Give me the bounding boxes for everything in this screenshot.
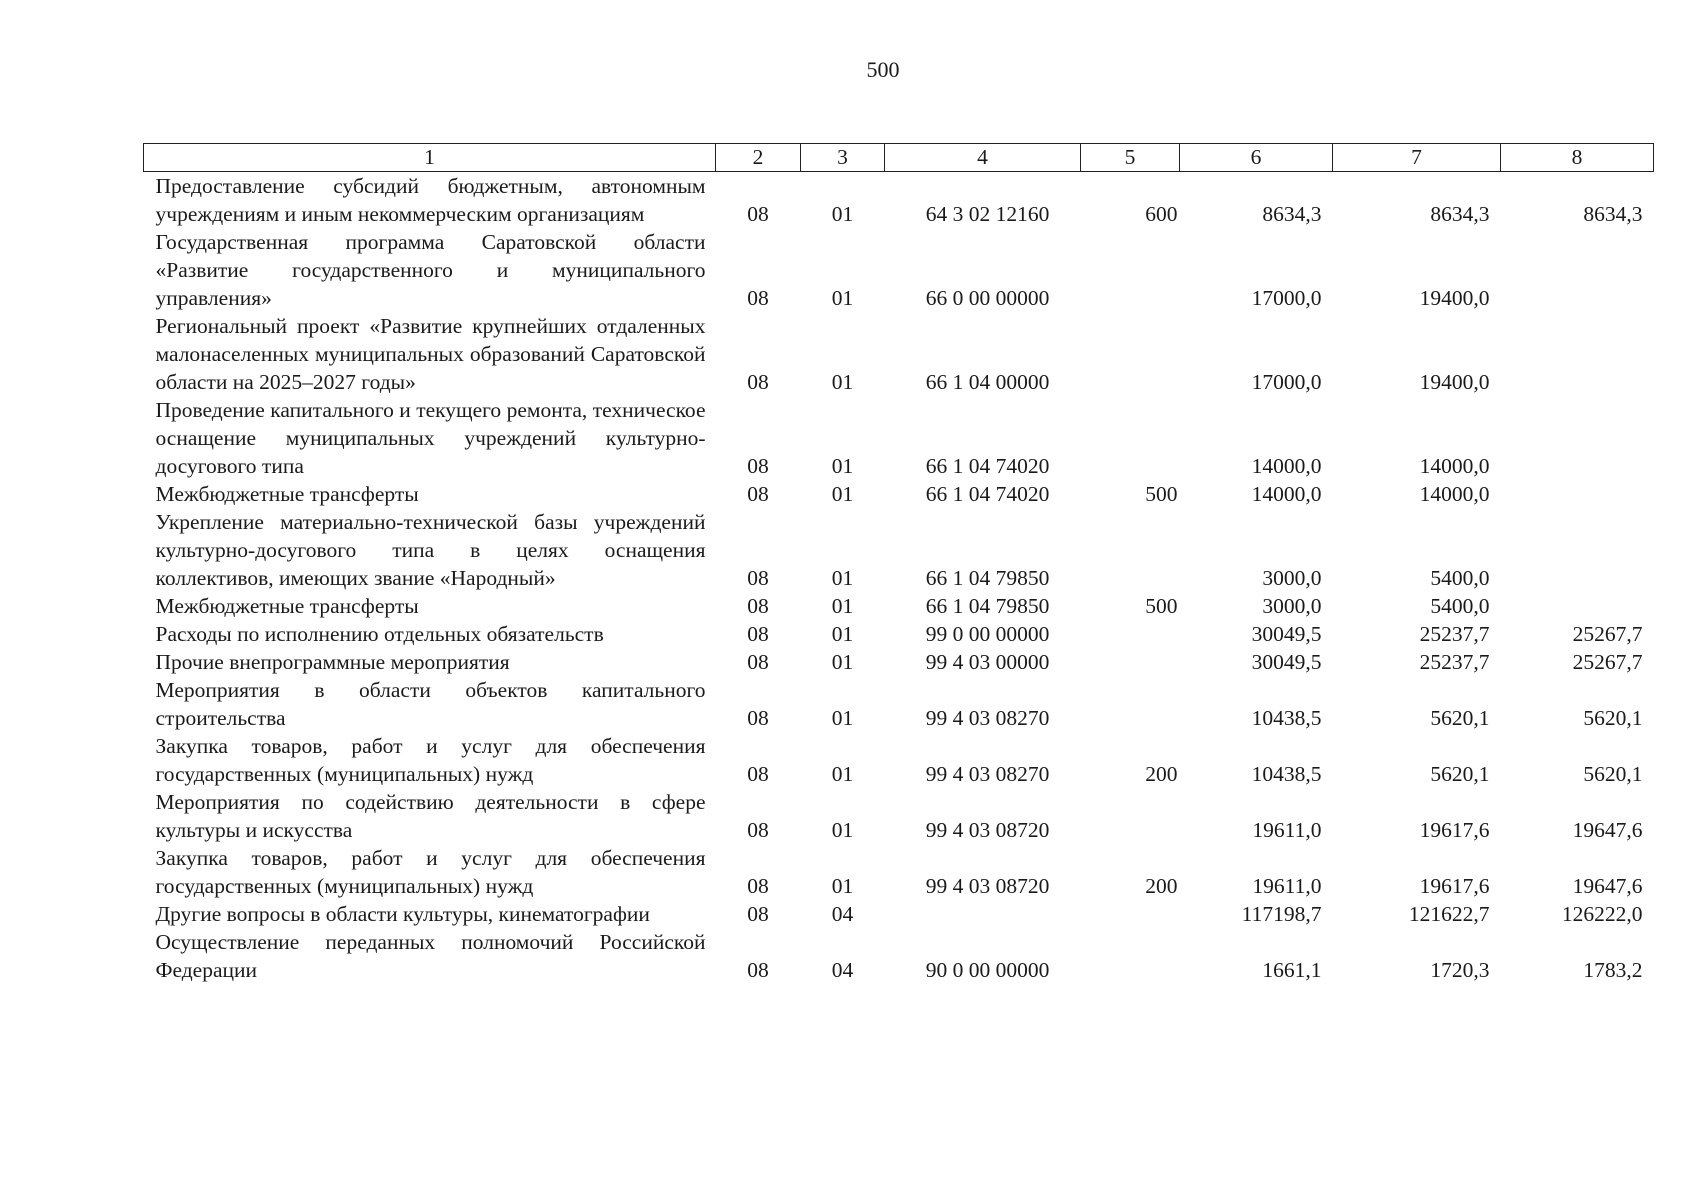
row-amount-col-6: 3000,0 [1262,594,1322,618]
row-amount-col-6: 1661,1 [1262,958,1322,982]
table-row [144,648,1654,676]
row-section: 08 [747,286,769,310]
row-amount-col-6: 14000,0 [1251,454,1322,478]
row-subsection: 01 [831,650,854,674]
row-target-article [885,900,1081,928]
row-name: Мероприятия в области объектов капитального строительства [155,678,706,730]
row-target-article: 66 1 04 79850 [925,594,1050,618]
row-name: Прочие внепрограммные мероприятия [155,650,510,674]
row-amount-col-7: 121622,7 [1408,902,1490,926]
row-subsection: 01 [831,874,854,898]
row-section: 08 [747,818,769,842]
row-section: 08 [747,566,769,590]
row-expense-type [1081,788,1180,844]
row-expense-type [1081,228,1180,312]
row-expense-type [1081,928,1180,984]
table-row [144,788,1654,844]
header-col-1: 1 [144,144,716,172]
row-amount-col-6: 19611,0 [1252,874,1322,898]
table-row [144,732,1654,788]
row-amount-col-7: 5620,1 [1430,762,1490,786]
row-section: 08 [747,622,769,646]
row-section: 08 [747,762,769,786]
row-amount-col-8: 25267,7 [1572,622,1643,646]
row-amount-col-8: 1783,2 [1583,958,1643,982]
table-row [144,396,1654,480]
row-subsection: 01 [831,202,854,226]
row-target-article: 66 1 04 74020 [925,454,1050,478]
row-target-article: 66 1 04 79850 [925,566,1050,590]
row-name: Закупка товаров, работ и услуг для обеспечения государственных (муниципальных) нужд [155,846,706,898]
row-section: 08 [747,482,769,506]
row-amount-col-6: 14000,0 [1251,482,1322,506]
row-amount-col-6: 3000,0 [1262,566,1322,590]
row-subsection: 04 [831,958,854,982]
row-amount-col-6: 17000,0 [1251,286,1322,310]
table-row [144,900,1654,928]
header-col-2: 2 [716,144,801,172]
budget-table [143,143,1654,984]
row-amount-col-6: 117198,7 [1241,902,1322,926]
table-row [144,228,1654,312]
row-target-article: 66 0 00 00000 [925,286,1050,310]
header-col-8: 8 [1501,144,1654,172]
row-amount-col-7: 14000,0 [1419,454,1490,478]
header-col-5: 5 [1081,144,1180,172]
row-subsection: 01 [831,566,854,590]
row-amount-col-8: 25267,7 [1572,650,1643,674]
row-name: Закупка товаров, работ и услуг для обеспечения государственных (муниципальных) нужд [155,734,706,786]
row-section: 08 [747,650,769,674]
table-header [144,144,1654,172]
row-expense-type [1081,620,1180,648]
table-body [144,172,1654,985]
row-amount-col-6: 8634,3 [1262,202,1322,226]
row-name: Региональный проект «Развитие крупнейших отдаленных малонаселенных муниципальных образований Саратовской области на 2025–2027 годы» [155,314,706,394]
row-expense-type [1081,900,1180,928]
row-name: Межбюджетные трансферты [155,482,419,506]
row-expense-type [1081,676,1180,732]
row-subsection: 01 [831,622,854,646]
row-section: 08 [747,594,769,618]
row-subsection: 01 [831,706,854,730]
row-name: Укрепление материально-технической базы учреждений культурно-досугового типа в целях оснащения коллективов, имеющих звание «Народный» [155,510,706,590]
table-row [144,172,1654,229]
row-amount-col-8 [1501,312,1654,396]
row-target-article: 64 3 02 12160 [925,202,1050,226]
table-row [144,676,1654,732]
row-amount-col-7: 8634,3 [1430,202,1490,226]
row-section: 08 [747,902,769,926]
row-amount-col-8 [1501,480,1654,508]
row-subsection: 01 [831,762,854,786]
row-section: 08 [747,454,769,478]
table-row [144,620,1654,648]
row-name: Предоставление субсидий бюджетным, автономным учреждениям и иным некоммерческим организациям [155,174,706,226]
row-subsection: 04 [831,902,854,926]
row-subsection: 01 [831,594,854,618]
row-amount-col-7: 5400,0 [1430,594,1490,618]
row-name: Расходы по исполнению отдельных обязательств [155,622,604,646]
row-name: Другие вопросы в области культуры, кинематографии [155,902,650,926]
row-subsection: 01 [831,286,854,310]
row-expense-type: 600 [1145,202,1178,226]
table-row [144,480,1654,508]
row-name: Проведение капитального и текущего ремонта, техническое оснащение муниципальных учреждений культурно-досугового типа [155,398,706,478]
row-target-article: 99 4 03 08720 [925,818,1050,842]
row-amount-col-8 [1501,592,1654,620]
row-amount-col-8 [1501,228,1654,312]
row-amount-col-7: 25237,7 [1419,650,1490,674]
row-name: Межбюджетные трансферты [155,594,419,618]
header-col-4: 4 [885,144,1081,172]
row-amount-col-7: 19617,6 [1419,874,1490,898]
table-row [144,508,1654,592]
row-amount-col-8 [1501,396,1654,480]
row-expense-type: 200 [1145,874,1178,898]
row-amount-col-7: 19400,0 [1419,286,1490,310]
row-amount-col-8: 19647,6 [1572,818,1643,842]
row-amount-col-8: 5620,1 [1583,706,1643,730]
row-subsection: 01 [831,370,854,394]
row-expense-type: 500 [1145,594,1178,618]
row-amount-col-8: 126222,0 [1561,902,1643,926]
row-section: 08 [747,202,769,226]
table-row [144,592,1654,620]
row-subsection: 01 [831,454,854,478]
row-amount-col-7: 19400,0 [1419,370,1490,394]
row-expense-type [1081,648,1180,676]
row-target-article: 66 1 04 74020 [925,482,1050,506]
row-target-article: 90 0 00 00000 [925,958,1050,982]
table-row [144,312,1654,396]
row-target-article: 99 4 03 00000 [925,650,1050,674]
row-target-article: 99 0 00 00000 [925,622,1050,646]
row-section: 08 [747,874,769,898]
row-amount-col-7: 25237,7 [1419,622,1490,646]
row-amount-col-6: 30049,5 [1251,650,1322,674]
row-section: 08 [747,370,769,394]
row-amount-col-8: 19647,6 [1572,874,1643,898]
header-col-7: 7 [1333,144,1501,172]
row-amount-col-6: 19611,0 [1252,818,1322,842]
row-expense-type [1081,508,1180,592]
row-amount-col-6: 17000,0 [1251,370,1322,394]
row-subsection: 01 [831,818,854,842]
row-name: Мероприятия по содействию деятельности в сфере культуры и искусства [155,790,706,842]
row-expense-type [1081,312,1180,396]
row-amount-col-8 [1501,508,1654,592]
row-target-article: 99 4 03 08270 [925,762,1050,786]
row-target-article: 99 4 03 08270 [925,706,1050,730]
row-name: Государственная программа Саратовской области «Развитие государственного и муниципального управления» [155,230,706,310]
row-target-article: 99 4 03 08720 [925,874,1050,898]
row-target-article: 66 1 04 00000 [925,370,1050,394]
row-amount-col-6: 30049,5 [1251,622,1322,646]
header-col-6: 6 [1180,144,1333,172]
row-section: 08 [747,958,769,982]
row-amount-col-7: 19617,6 [1419,818,1490,842]
row-section: 08 [747,706,769,730]
row-subsection: 01 [831,482,854,506]
row-amount-col-6: 10438,5 [1251,762,1322,786]
table-row [144,844,1654,900]
row-amount-col-7: 5400,0 [1430,566,1490,590]
table-row [144,928,1654,984]
row-amount-col-7: 1720,3 [1430,958,1490,982]
row-amount-col-7: 14000,0 [1419,482,1490,506]
row-amount-col-8: 5620,1 [1583,762,1643,786]
row-amount-col-7: 5620,1 [1430,706,1490,730]
page-number: 500 [866,57,900,82]
header-col-3: 3 [801,144,885,172]
row-expense-type: 200 [1145,762,1178,786]
row-expense-type [1081,396,1180,480]
row-amount-col-6: 10438,5 [1251,706,1322,730]
row-expense-type: 500 [1145,482,1178,506]
row-name: Осуществление переданных полномочий Российской Федерации [155,930,706,982]
row-amount-col-8: 8634,3 [1583,202,1643,226]
